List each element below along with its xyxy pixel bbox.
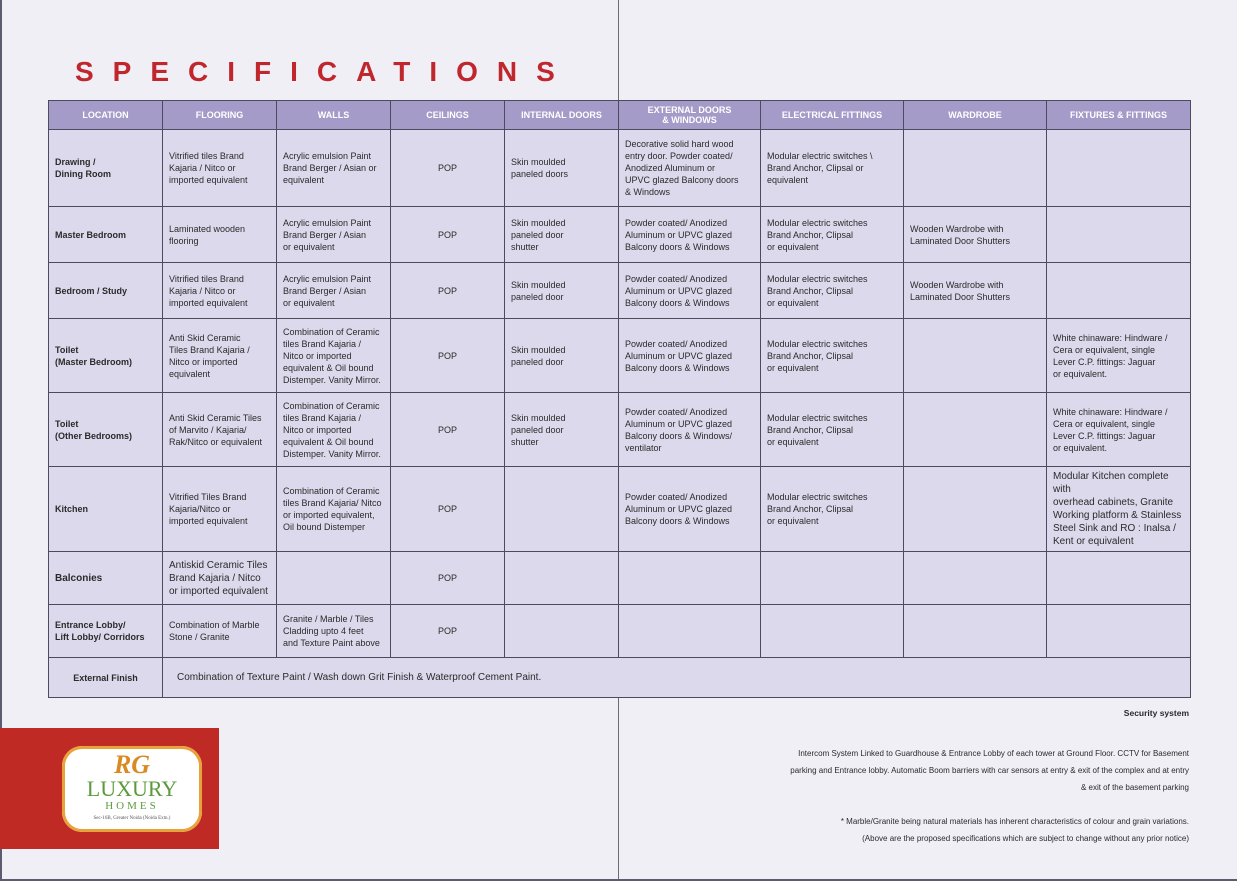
table-row [49,263,1191,319]
row-internal-doors [505,467,619,552]
row-internal-doors [505,605,619,658]
table-row [49,605,1191,658]
row-flooring: Anti Skid Ceramic Tiles of Marvito / Kajaria/ Rak/Nitco or equivalent [163,393,277,467]
row-fixtures [1047,207,1191,263]
logo-rg-text: RG [113,750,151,779]
row-electrical [761,552,904,605]
row-external-doors: Powder coated/ Anodized Aluminum or UPVC glazed Balcony doors & Windows [619,467,761,552]
row-location: Entrance Lobby/ Lift Lobby/ Corridors [49,605,163,658]
row-flooring: Combination of Marble Stone / Granite [163,605,277,658]
header-external-doors: EXTERNAL DOORS & WINDOWS [619,101,761,130]
row-external-doors: Decorative solid hard wood entry door. Powder coated/ Anodized Aluminum or UPVC glazed Balcony doors & Windows [619,130,761,207]
external-finish-label: External Finish [49,658,163,698]
header-fixtures: FIXTURES & FITTINGS [1047,101,1191,130]
table-row [49,207,1191,263]
row-location: Toilet (Other Bedrooms) [49,393,163,467]
security-title: Security system [1123,708,1189,718]
row-wardrobe [904,605,1047,658]
row-location: Toilet (Master Bedroom) [49,319,163,393]
external-finish-value: Combination of Texture Paint / Wash down Grit Finish & Waterproof Cement Paint. [163,658,1191,698]
table-row [49,467,1191,552]
row-ceilings: POP [391,207,505,263]
row-fixtures [1047,552,1191,605]
row-walls: Acrylic emulsion Paint Brand Berger / Asian or equivalent [277,130,391,207]
row-location: Master Bedroom [49,207,163,263]
table-row [49,552,1191,605]
row-ceilings: POP [391,263,505,319]
security-text: Intercom System Linked to Guardhouse & Entrance Lobby of each tower at Ground Floor. CCTV for Basement parking and Entrance lobby. Automatic Boom barriers with car sensors at entry & exit of the complex and at entry & exit of the basement parking [790,749,1189,792]
row-wardrobe [904,552,1047,605]
row-fixtures: White chinaware: Hindware / Cera or equivalent, single Lever C.P. fittings: Jaguar or equivalent. [1047,393,1191,467]
row-electrical: Modular electric switches Brand Anchor, Clipsal or equivalent [761,319,904,393]
row-walls: Combination of Ceramic tiles Brand Kajaria/ Nitco or imported equivalent, Oil bound Distemper [277,467,391,552]
row-fixtures [1047,263,1191,319]
row-walls [277,552,391,605]
row-external-doors [619,605,761,658]
header-walls: WALLS [277,101,391,130]
row-ceilings: POP [391,605,505,658]
row-internal-doors: Skin moulded paneled door shutter [505,207,619,263]
header-electrical: ELECTRICAL FITTINGS [761,101,904,130]
row-fixtures: Modular Kitchen complete with overhead cabinets, Granite Working platform & Stainless Steel Sink and RO : Inalsa / Kent or equivalent [1047,467,1191,552]
logo-panel [0,728,219,849]
row-external-doors: Powder coated/ Anodized Aluminum or UPVC glazed Balcony doors & Windows [619,207,761,263]
row-electrical: Modular electric switches Brand Anchor, Clipsal or equivalent [761,393,904,467]
row-internal-doors [505,552,619,605]
table-row-external-finish [49,658,1191,698]
row-electrical [761,605,904,658]
logo-luxury-text: LUXURY [86,776,178,801]
row-internal-doors: Skin moulded paneled door [505,263,619,319]
table-row [49,319,1191,393]
row-electrical: Modular electric switches Brand Anchor, Clipsal or equivalent [761,467,904,552]
row-walls: Acrylic emulsion Paint Brand Berger / Asian or equivalent [277,263,391,319]
row-location: Balconies [49,552,163,605]
row-fixtures: White chinaware: Hindware / Cera or equivalent, single Lever C.P. fittings: Jaguar or equivalent. [1047,319,1191,393]
row-wardrobe [904,393,1047,467]
row-flooring: Vitrified tiles Brand Kajaria / Nitco or imported equivalent [163,263,277,319]
row-location: Drawing / Dining Room [49,130,163,207]
row-electrical: Modular electric switches Brand Anchor, Clipsal or equivalent [761,207,904,263]
row-external-doors: Powder coated/ Anodized Aluminum or UPVC glazed Balcony doors & Windows [619,263,761,319]
row-ceilings: POP [391,467,505,552]
row-flooring: Laminated wooden flooring [163,207,277,263]
row-external-doors: Powder coated/ Anodized Aluminum or UPVC glazed Balcony doors & Windows [619,319,761,393]
row-walls: Combination of Ceramic tiles Brand Kajaria / Nitco or imported equivalent & Oil bound Distemper. Vanity Mirror. [277,319,391,393]
row-fixtures [1047,605,1191,658]
row-ceilings: POP [391,552,505,605]
header-wardrobe: WARDROBE [904,101,1047,130]
marble-note: * Marble/Granite being natural materials has inherent characteristics of colour and grain variations. [840,817,1189,826]
row-flooring: Vitrified tiles Brand Kajaria / Nitco or imported equivalent [163,130,277,207]
row-location: Kitchen [49,467,163,552]
table-row [49,130,1191,207]
row-internal-doors: Skin moulded paneled doors [505,130,619,207]
header-ceilings: CEILINGS [391,101,505,130]
header-internal-doors: INTERNAL DOORS [505,101,619,130]
row-ceilings: POP [391,319,505,393]
row-ceilings: POP [391,393,505,467]
row-wardrobe: Wooden Wardrobe with Laminated Door Shutters [904,263,1047,319]
logo-address-text: Sec-16B, Greater Noida (Noida Extn.) [93,816,171,821]
notes-section [640,708,1189,847]
row-wardrobe [904,319,1047,393]
row-internal-doors: Skin moulded paneled door [505,319,619,393]
row-walls: Combination of Ceramic tiles Brand Kajaria / Nitco or imported equivalent & Oil bound Distemper. Vanity Mirror. [277,393,391,467]
row-flooring: Anti Skid Ceramic Tiles Brand Kajaria / Nitco or imported equivalent [163,319,277,393]
row-flooring: Vitrified Tiles Brand Kajaria/Nitco or imported equivalent [163,467,277,552]
row-internal-doors: Skin moulded paneled door shutter [505,393,619,467]
header-location: LOCATION [49,101,163,130]
specifications-table [48,100,1191,698]
row-wardrobe [904,467,1047,552]
header-flooring: FLOORING [163,101,277,130]
logo-homes-text: HOMES [105,800,159,812]
page-title: SPECIFICATIONS [75,56,574,87]
row-walls: Granite / Marble / Tiles Cladding upto 4 feet and Texture Paint above [277,605,391,658]
row-wardrobe [904,130,1047,207]
row-flooring: Antiskid Ceramic Tiles Brand Kajaria / Nitco or imported equivalent [163,552,277,605]
row-wardrobe: Wooden Wardrobe with Laminated Door Shutters [904,207,1047,263]
row-external-doors [619,552,761,605]
change-note: (Above are the proposed specifications which are subject to change without any prior notice) [862,834,1189,843]
row-ceilings: POP [391,130,505,207]
row-electrical: Modular electric switches \ Brand Anchor, Clipsal or equivalent [761,130,904,207]
table-row [49,393,1191,467]
row-electrical: Modular electric switches Brand Anchor, Clipsal or equivalent [761,263,904,319]
row-walls: Acrylic emulsion Paint Brand Berger / Asian or equivalent [277,207,391,263]
table-header-row [49,101,1191,130]
row-location: Bedroom / Study [49,263,163,319]
row-fixtures [1047,130,1191,207]
brand-logo [62,746,202,832]
row-external-doors: Powder coated/ Anodized Aluminum or UPVC glazed Balcony doors & Windows/ ventilator [619,393,761,467]
